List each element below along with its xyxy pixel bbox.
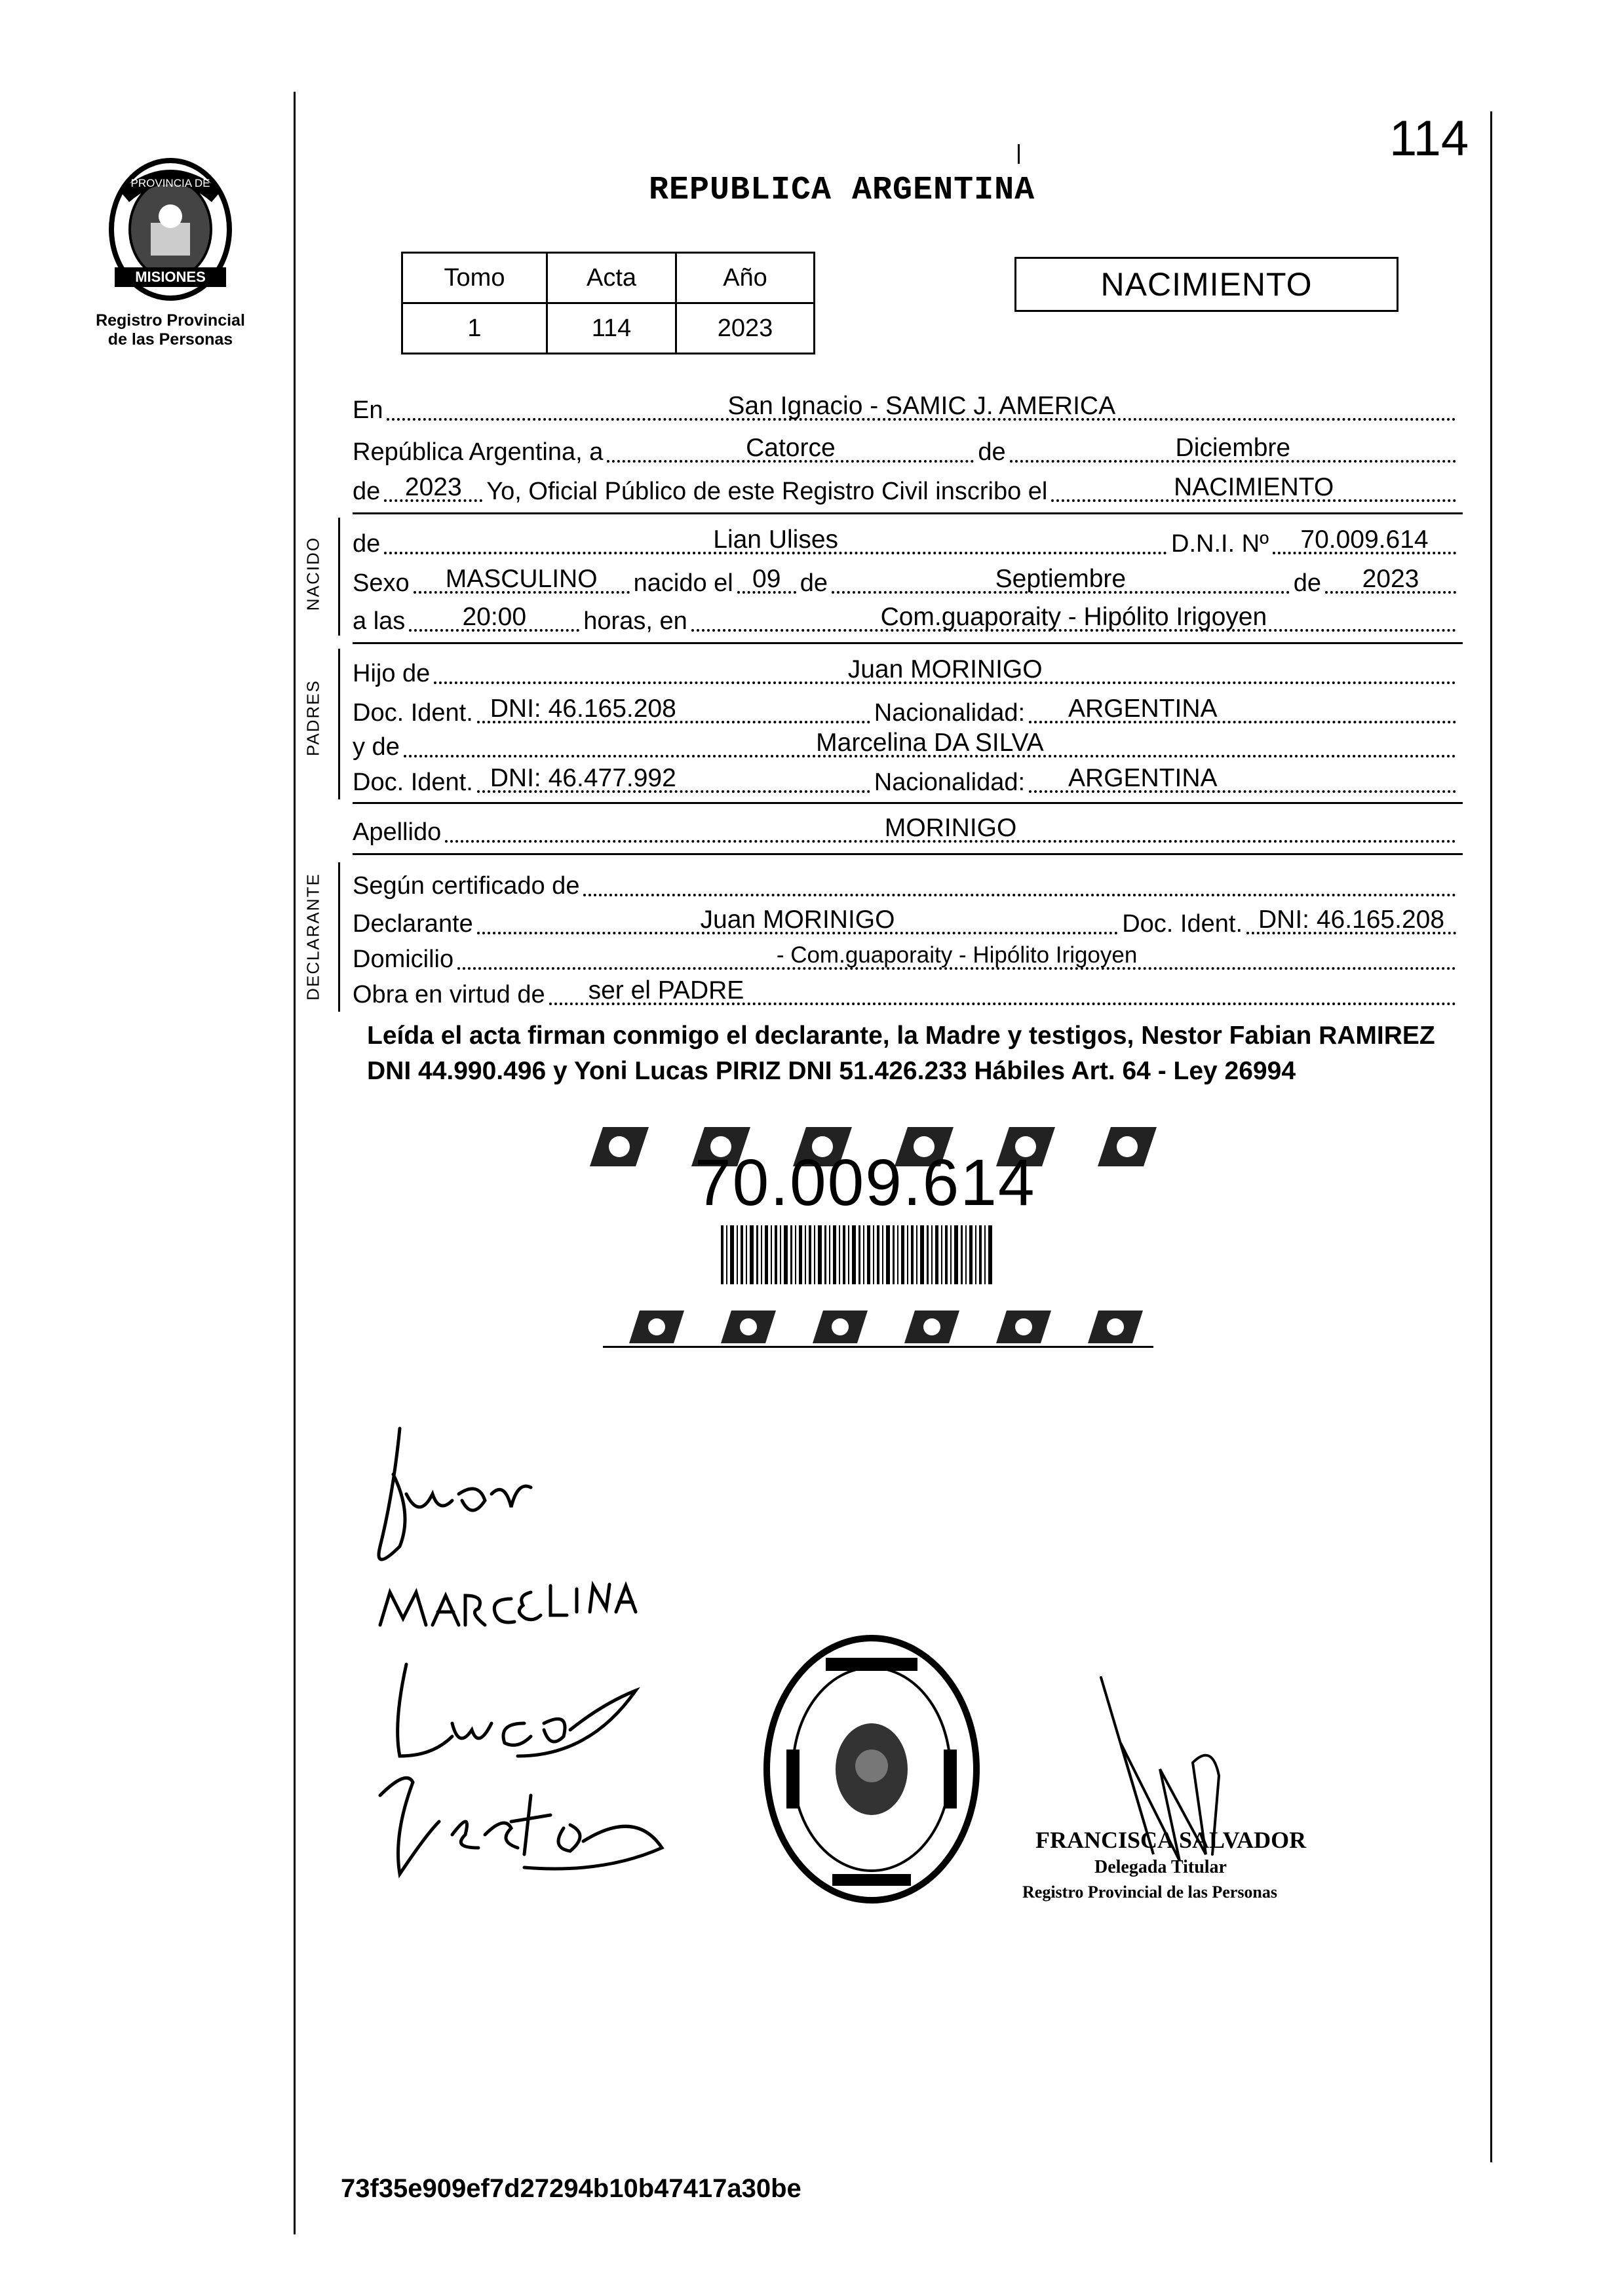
act-word-field [1051, 465, 1456, 502]
child-name-field [384, 518, 1167, 554]
father-doc-value: DNI: 46.165.208 [490, 695, 676, 723]
act-word-value: NACIMIENTO [1174, 473, 1334, 501]
signature-juan-icon [379, 1428, 531, 1559]
time-field [409, 595, 579, 632]
official-signature-icon [1022, 1664, 1363, 1913]
birth-year-value: 2023 [1362, 565, 1419, 593]
domicilio-value: - Com.guaporaity - Hipólito Irigoyen [776, 942, 1138, 968]
de-label-2: de [353, 478, 381, 505]
father-doc-field [477, 687, 870, 723]
mother-doc-value: DNI: 46.477.992 [490, 764, 676, 792]
section-divider-4 [353, 853, 1463, 855]
signatures-left [354, 1415, 721, 1953]
child-name-value: Lian Ulises [713, 526, 839, 554]
time-value: 20:00 [462, 603, 527, 631]
mother-doc-label: Doc. Ident. [353, 769, 473, 796]
declarante-section-label: DECLARANTE [303, 873, 323, 1001]
month-value: Diciembre [1175, 434, 1291, 462]
obra-label: Obra en virtud de [353, 981, 545, 1008]
birth-month-field [832, 557, 1290, 594]
padres-row-1 [353, 651, 1460, 691]
apellido-label: Apellido [353, 818, 442, 846]
birth-place-value: Com.guaporaity - Hipólito Irigoyen [880, 603, 1267, 631]
place-value: San Ignacio - SAMIC J. AMERICA [727, 392, 1116, 420]
signature-marcelina-icon [380, 1584, 636, 1625]
title-tick-mark [1018, 144, 1020, 164]
certificado-field [583, 860, 1456, 896]
logo-caption-line1: Registro Provincial [96, 311, 245, 330]
declarante-name-field [477, 898, 1118, 934]
section-divider-2 [353, 642, 1463, 644]
domicilio-field [457, 933, 1456, 970]
nacido-el-label: nacido el [633, 569, 733, 597]
obra-field [549, 968, 1456, 1005]
mother-nationality-value: ARGENTINA [1068, 764, 1218, 792]
de-label-1: de [978, 438, 1006, 466]
apellido-field [445, 806, 1456, 843]
svg-text:FRANCISCA SALVADOR: FRANCISCA SALVADOR [1035, 1827, 1307, 1853]
mother-doc-field [477, 756, 870, 793]
inscribo-text: Yo, Oficial Público de este Registro Civil inscribo el [486, 478, 1048, 505]
intro-row-3 [353, 469, 1460, 508]
id-number-large: 70.009.614 [695, 1146, 1036, 1219]
section-divider-1 [353, 512, 1463, 514]
padres-bracket [338, 649, 340, 799]
table-value-acta: 114 [547, 303, 676, 354]
day-value: Catorce [746, 434, 836, 462]
stamp-pattern-bottom [629, 1311, 1143, 1343]
table-value-tomo: 1 [402, 303, 547, 354]
hijo-de-label: Hijo de [353, 660, 431, 687]
child-dni-field [1273, 518, 1456, 554]
sexo-field [414, 557, 630, 594]
logo-caption-line2: de las Personas [107, 330, 233, 349]
table-header-anio: Año [676, 253, 815, 303]
padres-row-4 [353, 760, 1460, 799]
nacido-row-3 [353, 599, 1460, 638]
provincial-logo [85, 151, 256, 349]
document-hash: 73f35e909ef7d27294b10b47417a30be [341, 2174, 801, 2203]
father-name-field [434, 647, 1456, 684]
en-label: En [353, 396, 383, 424]
a-las-label: a las [353, 607, 406, 635]
mother-name-field [404, 721, 1456, 757]
de-label-4: de [1293, 569, 1321, 597]
declarante-name-value: Juan MORINIGO [700, 906, 895, 934]
declarante-row-1 [353, 864, 1460, 903]
birth-day-field [737, 557, 796, 594]
y-de-label: y de [353, 733, 400, 761]
left-margin-line [294, 92, 296, 2234]
official-seal-icon [747, 1618, 996, 1920]
page-number: 114 [1389, 111, 1469, 166]
horas-en-label: horas, en [583, 607, 687, 635]
year-field [384, 465, 482, 502]
nacido-row-2 [353, 561, 1460, 600]
svg-text:Delegada Titular: Delegada Titular [1094, 1857, 1227, 1877]
intro-row-2 [353, 430, 1460, 469]
sexo-value: MASCULINO [445, 565, 598, 593]
closing-statement: Leída el acta firman conmigo el declarante, la Madre y testigos, Nestor Fabian RAMIREZ DNI 44.990.496 y Yoni Lucas PIRIZ DNI 51.426.233 Hábiles Art. 64 - Ley 26994 [367, 1022, 1435, 1085]
barcode-icon [721, 1225, 992, 1284]
obra-value: ser el PADRE [588, 976, 744, 1004]
table-header-acta: Acta [547, 253, 676, 303]
month-field [1010, 426, 1456, 463]
apellido-row [353, 810, 1460, 849]
declarante-row-4 [353, 972, 1460, 1012]
birth-year-field [1325, 557, 1456, 594]
svg-text:PROVINCIA DE: PROVINCIA DE [130, 177, 210, 189]
document-title: REPUBLICA ARGENTINA [649, 172, 1035, 209]
sexo-label: Sexo [353, 569, 410, 597]
nacido-bracket [338, 518, 340, 636]
father-doc-label: Doc. Ident. [353, 699, 473, 727]
place-field [387, 384, 1456, 421]
right-margin-line [1490, 111, 1492, 2162]
father-nationality-value: ARGENTINA [1068, 695, 1218, 723]
nacido-row-1 [353, 522, 1460, 561]
child-dni-value: 70.009.614 [1300, 526, 1429, 554]
dni-label: D.N.I. Nº [1171, 530, 1269, 558]
mother-nationality-field [1029, 756, 1456, 793]
svg-text:MISIONES: MISIONES [135, 269, 206, 285]
republica-label: República Argentina, a [353, 438, 604, 466]
birth-month-value: Septiembre [995, 565, 1127, 593]
table-value-anio: 2023 [676, 303, 815, 354]
declarante-doc-field [1246, 898, 1456, 934]
birth-day-value: 09 [752, 565, 781, 593]
apellido-value: MORINIGO [884, 814, 1017, 842]
table-header-tomo: Tomo [402, 253, 547, 303]
mother-nationality-label: Nacionalidad: [874, 769, 1026, 796]
birth-place-field [691, 595, 1456, 632]
domicilio-label: Domicilio [353, 946, 454, 973]
section-divider-3 [353, 802, 1463, 804]
declarante-doc-value: DNI: 46.165.208 [1258, 906, 1445, 934]
nacido-de-label: de [353, 530, 381, 558]
father-nationality-field [1029, 687, 1456, 723]
declarante-doc-label: Doc. Ident. [1122, 910, 1243, 938]
signature-lucas-icon [398, 1664, 636, 1756]
year-value: 2023 [404, 473, 462, 501]
padres-section-label: PADRES [303, 679, 323, 756]
record-table [401, 252, 815, 354]
father-name-value: Juan MORINIGO [847, 655, 1043, 683]
mother-name-value: Marcelina DA SILVA [816, 729, 1044, 757]
misiones-coat-of-arms-icon [98, 151, 242, 308]
svg-text:Registro Provincial de las Per: Registro Provincial de las Personas [1022, 1883, 1278, 1902]
signature-nestor-icon [380, 1778, 662, 1874]
declarante-label: Declarante [353, 910, 473, 938]
father-nationality-label: Nacionalidad: [874, 699, 1026, 727]
nacido-section-label: NACIDO [303, 536, 323, 611]
certificado-label: Según certificado de [353, 872, 580, 900]
de-label-3: de [800, 569, 828, 597]
day-field [607, 426, 974, 463]
declarante-bracket [338, 862, 340, 1012]
intro-row-1 [353, 388, 1460, 427]
record-type-box: NACIMIENTO [1014, 257, 1398, 312]
